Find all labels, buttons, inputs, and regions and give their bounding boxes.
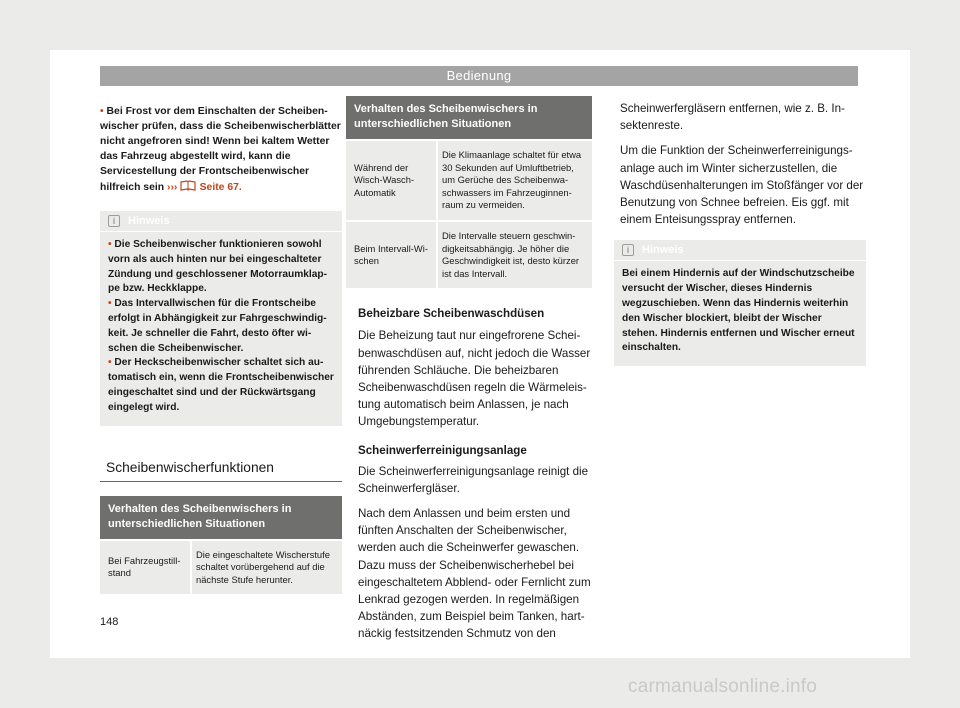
watermark: carmanualsonline.info xyxy=(628,676,818,697)
section-title-text: Scheibenwischerfunktionen xyxy=(106,459,274,475)
table-row xyxy=(346,220,592,288)
table-row xyxy=(346,139,592,220)
bullet-icon: • xyxy=(108,298,112,310)
table-cell-behavior: Die eingeschaltete Wischerstufe schaltet vorübergehend auf die nächste Stufe herunter. xyxy=(190,541,342,595)
bullet-icon: • xyxy=(108,239,112,250)
hinweis-item xyxy=(108,297,334,356)
page-header xyxy=(100,66,858,86)
table-row xyxy=(100,539,342,595)
paragraph: Die Beheizung taut nur eingefrorene Scheibenwaschdüsen auf, nicht jedoch die Wasser führenden Schläuche. Die beheizbaren Scheibenwaschdüsen regeln die Wärmeleistung automatisch beim Anlassen, je nach Umgebungstemperatur. xyxy=(358,329,591,429)
warning-text: Bei Frost vor dem Einschalten der Scheibenwischer prüfen, dass die Scheibenwischerblätter nicht angefroren sind! Wenn bei kaltem Wetter das Fahrzeug abgestellt wird, kann die Servicestellung der Frontscheibenwischer hilfreich sein xyxy=(100,106,341,193)
hinweis-item xyxy=(108,238,334,297)
header-title: Bedienung xyxy=(446,68,512,83)
table-cell-situation: Beim Intervall-Wischen xyxy=(354,242,428,267)
warning-note xyxy=(100,104,342,195)
paragraph: Scheinwerfergläsern entfernen, wie z. B. Insektenreste. xyxy=(620,102,845,133)
table-middle xyxy=(346,96,592,288)
hinweis-item-text: Die Scheibenwischer funktionieren sowohl vorn als auch hinten nur bei eingeschalteter Zündung und geschlossener Motorraumklappe bzw. Heckklappe. xyxy=(108,239,328,295)
paragraph: Um die Funktion der Scheinwerferreinigungsanlage auch im Winter sicherzustellen, die Waschdüsenhalterungen im Stoßfänger vor der Benutzung von Schnee befreien. Eis ggf. mit einem Enteisungsspray entfernen. xyxy=(620,144,864,227)
paragraph: Nach dem Anlassen und beim ersten und fünften Anschalten der Scheibenwischer, werden auch die Scheinwerfer gewaschen. Dazu muss der Scheibenwischerhebel bei eingeschaltetem Abblend- oder Fernlicht zum Lenkrad gezogen werden. In regelmäßigen Abständen, zum Beispiel beim Tanken, hartnäckig festsitzenden Schmutz von den xyxy=(358,506,591,641)
bullet-icon: • xyxy=(100,106,104,117)
hinweis-box-right xyxy=(614,240,866,366)
table-left xyxy=(100,496,342,595)
subheading-headlight-cleaning: Scheinwerferreinigungsanlage xyxy=(358,443,527,457)
page-number: 148 xyxy=(100,616,119,628)
hinweis-header xyxy=(614,240,866,261)
hinweis-item xyxy=(108,356,334,415)
table-cell-situation: Bei Fahrzeugstillstand xyxy=(108,554,181,579)
hinweis-title: Hinweis xyxy=(128,215,170,227)
info-icon: i xyxy=(108,215,120,227)
info-icon: i xyxy=(622,244,634,256)
table-cell-behavior: Die Klimaanlage schaltet für etwa 30 Sekunden auf Umluftbetrieb, um Gerüche des Scheibenwaschwassers im Fahrzeuginnenraum zu vermeiden. xyxy=(436,141,592,220)
bullet-icon: • xyxy=(108,357,112,369)
table-cell-situation: Während der Wisch-Wasch-Automatik xyxy=(354,161,415,198)
column-middle xyxy=(346,96,592,643)
hinweis-box-left xyxy=(100,211,342,426)
section-title xyxy=(100,460,342,482)
middle-text xyxy=(346,306,592,642)
hinweis-item-text: Das Intervallwischen für die Frontscheibe erfolgt in Abhängigkeit zur Fahrgeschwindigkeit. Je schneller die Fahrt, desto öfter wischen die Scheibenwischer. xyxy=(108,298,327,354)
table-cell-behavior: Die Intervalle steuern geschwindigkeitsabhängig. Je höher die Geschwindigkeit ist, desto kürzer ist das Intervall. xyxy=(436,222,592,288)
arrow-ref-icon: ››› xyxy=(167,182,178,193)
column-right xyxy=(620,100,866,366)
book-icon xyxy=(180,179,199,193)
table-header: Verhalten des Scheibenwischers in unterschiedlichen Situationen xyxy=(346,96,592,139)
hinweis-text: Bei einem Hindernis auf der Windschutzscheibe versucht der Wischer, dieses Hindernis wegzuschieben. Wenn das Hindernis weiterhin den Wischer blockiert, bleibt der Wischer stehen. Hindernis entfernen und Wischer erneut einschalten. xyxy=(622,268,855,354)
column-left xyxy=(100,104,342,594)
hinweis-header xyxy=(100,211,342,232)
hinweis-item-text: Der Heckscheibenwischer schaltet sich automatisch ein, wenn die Frontscheibenwischer eingeschaltet sind und der Rückwärtsgang eingelegt wird. xyxy=(108,357,334,413)
hinweis-title: Hinweis xyxy=(642,244,684,257)
page-ref[interactable]: Seite 67. xyxy=(199,182,242,193)
subheading-heated-nozzles: Beheizbare Scheibenwaschdüsen xyxy=(358,307,545,321)
table-header: Verhalten des Scheibenwischers in unterschiedlichen Situationen xyxy=(100,496,342,539)
paragraph: Die Scheinwerferreinigungsanlage reinigt die Scheinwerfergläser. xyxy=(358,464,589,495)
